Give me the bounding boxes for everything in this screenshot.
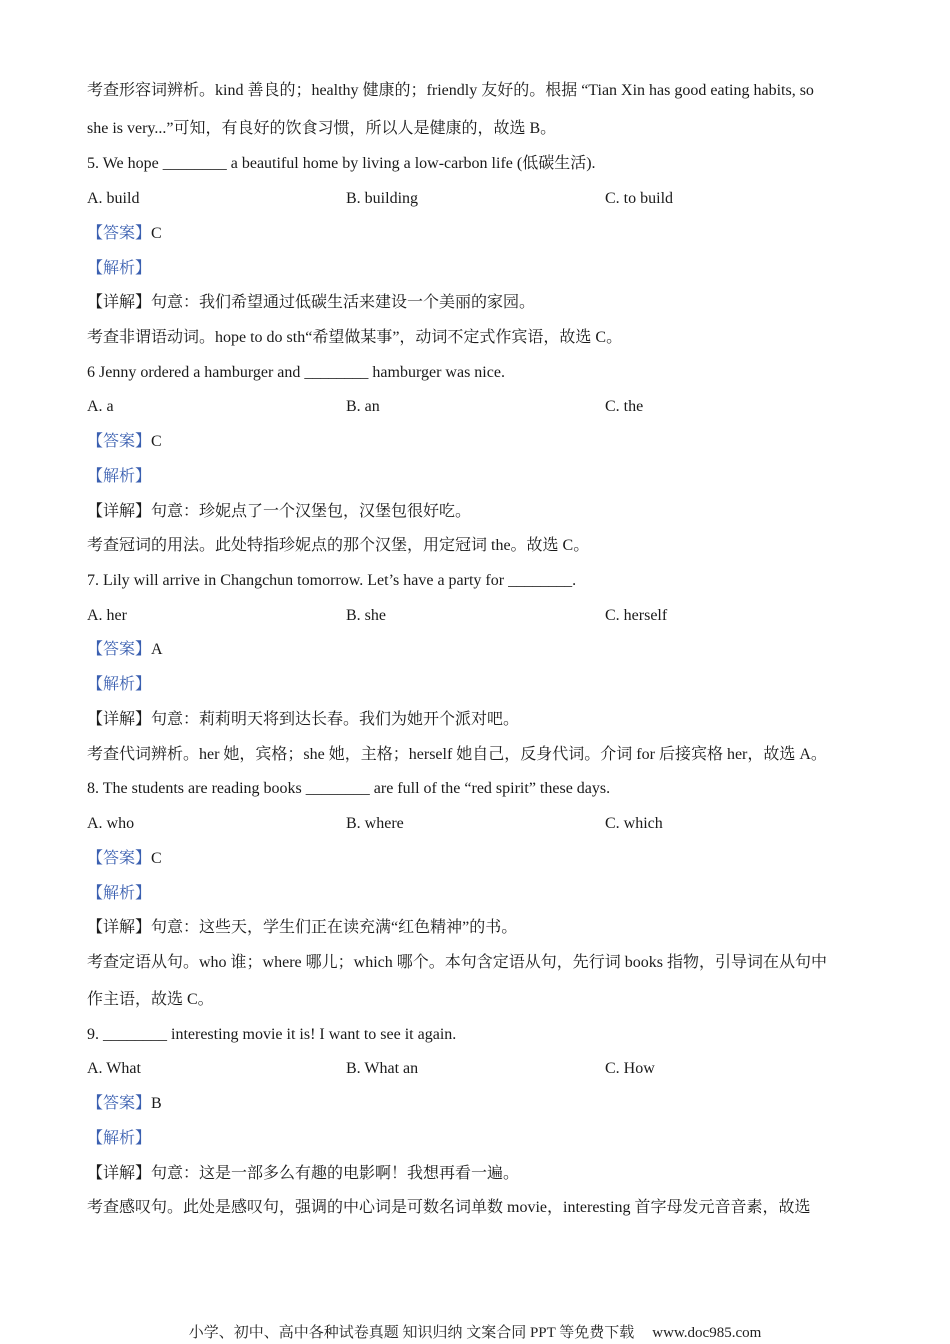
question-7-option-c: C. herself	[605, 607, 668, 624]
footer-url-link[interactable]: www.doc985.com	[652, 1325, 762, 1341]
detail-label: 【详解】	[87, 1165, 152, 1182]
question-8-option-b: B. where	[346, 815, 404, 832]
detail-label: 【详解】	[87, 294, 152, 311]
question-9-answer	[87, 1094, 162, 1114]
question-5-option-c: C. to build	[605, 190, 674, 207]
question-8-answer	[87, 849, 162, 869]
answer-value: B	[151, 1095, 162, 1112]
answer-value: C	[151, 225, 162, 242]
question-5-answer	[87, 224, 162, 244]
meaning-text: 句意：莉莉明天将到达长春。我们为她开个派对吧。	[151, 711, 520, 728]
question-5-analysis-label: 【解析】	[87, 260, 152, 277]
question-9-option-c: C. How	[605, 1060, 655, 1077]
question-8-explain-2: 作主语，故选 C。	[87, 991, 214, 1008]
question-9-explain: 考查感叹句。此处是感叹句，强调的中心词是可数名词单数 movie，interesting 首字母发元音音素，故选	[87, 1199, 811, 1216]
question-7-option-a: A. her	[87, 607, 127, 624]
question-6-option-c: C. the	[605, 398, 644, 415]
answer-label: 【答案】	[87, 433, 152, 450]
question-6-option-a: A. a	[87, 398, 114, 415]
question-9-analysis-label: 【解析】	[87, 1130, 152, 1147]
footer-text: 小学、初中、高中各种试卷真题 知识归纳 文案合同 PPT 等免费下载	[188, 1325, 635, 1341]
answer-label: 【答案】	[87, 1095, 152, 1112]
detail-label: 【详解】	[87, 503, 152, 520]
question-5-option-a: A. build	[87, 190, 140, 207]
question-6-analysis-label: 【解析】	[87, 468, 152, 485]
intro-line-1: 考查形容词辨析。kind 善良的；healthy 健康的；friendly 友好的。根据 “Tian Xin has good eating habits, so	[87, 82, 814, 99]
answer-value: C	[151, 433, 162, 450]
answer-label: 【答案】	[87, 225, 152, 242]
meaning-text: 句意：珍妮点了一个汉堡包，汉堡包很好吃。	[151, 503, 472, 520]
question-7-answer	[87, 640, 163, 660]
meaning-text: 句意：这些天，学生们正在读充满“红色精神”的书。	[151, 919, 518, 936]
detail-label: 【详解】	[87, 711, 152, 728]
question-5-stem: 5. We hope ________ a beautiful home by living a low-carbon life (低碳生活).	[87, 155, 596, 172]
question-7-meaning	[87, 710, 519, 730]
question-7-analysis-label: 【解析】	[87, 676, 152, 693]
question-9-stem: 9. ________ interesting movie it is! I want to see it again.	[87, 1026, 457, 1043]
question-6-stem: 6 Jenny ordered a hamburger and ________ hamburger was nice.	[87, 364, 505, 381]
question-5-option-b: B. building	[346, 190, 419, 207]
answer-label: 【答案】	[87, 641, 152, 658]
question-7-option-b: B. she	[346, 607, 386, 624]
question-7-stem: 7. Lily will arrive in Changchun tomorrow. Let’s have a party for ________.	[87, 572, 577, 589]
question-5-explain: 考查非谓语动词。hope to do sth“希望做某事”，动词不定式作宾语，故选 C。	[87, 329, 623, 346]
question-8-analysis-label: 【解析】	[87, 885, 152, 902]
question-9-meaning	[87, 1164, 519, 1184]
question-7-explain: 考查代词辨析。her 她，宾格；she 她，主格；herself 她自己，反身代词。介词 for 后接宾格 her，故选 A。	[87, 746, 827, 763]
question-8-option-c: C. which	[605, 815, 663, 832]
intro-line-2: she is very...”可知，有良好的饮食习惯，所以人是健康的，故选 B。	[87, 120, 557, 137]
question-9-option-b: B. What an	[346, 1060, 419, 1077]
answer-value: A	[151, 641, 163, 658]
question-6-meaning	[87, 502, 471, 522]
question-5-meaning	[87, 293, 535, 313]
answer-value: C	[151, 850, 162, 867]
question-9-option-a: A. What	[87, 1060, 141, 1077]
question-8-stem: 8. The students are reading books ________ are full of the “red spirit” these days.	[87, 780, 611, 797]
question-8-explain-1: 考查定语从句。who 谁；where 哪儿；which 哪个。本句含定语从句，先行词 books 指物，引导词在从句中	[87, 954, 827, 971]
question-6-answer	[87, 432, 162, 452]
page-footer	[0, 1324, 950, 1342]
detail-label: 【详解】	[87, 919, 152, 936]
question-8-option-a: A. who	[87, 815, 135, 832]
question-6-explain: 考查冠词的用法。此处特指珍妮点的那个汉堡，用定冠词 the。故选 C。	[87, 537, 590, 554]
meaning-text: 句意：这是一部多么有趣的电影啊！我想再看一遍。	[151, 1165, 520, 1182]
question-8-meaning	[87, 918, 517, 938]
meaning-text: 句意：我们希望通过低碳生活来建设一个美丽的家园。	[151, 294, 536, 311]
answer-label: 【答案】	[87, 850, 152, 867]
question-6-option-b: B. an	[346, 398, 380, 415]
